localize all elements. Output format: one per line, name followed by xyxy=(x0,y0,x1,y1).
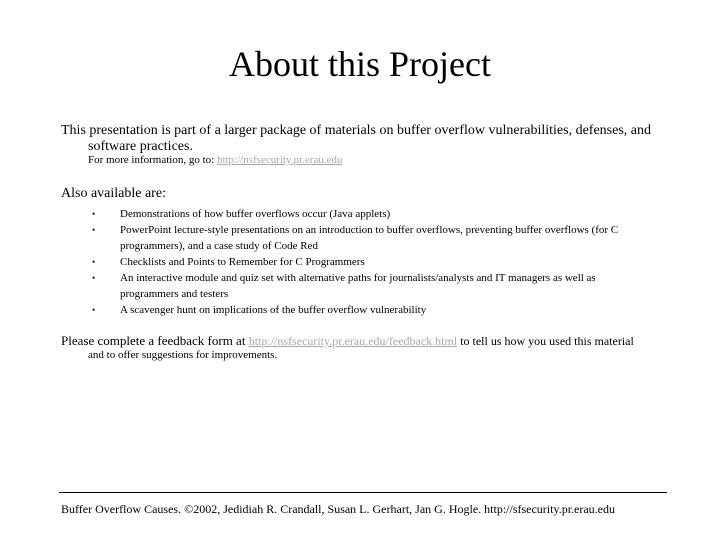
list-item-text: Checklists and Points to Remember for C Programmers xyxy=(120,256,365,268)
slide-title: About this Project xyxy=(229,44,491,84)
feedback-suffix: to tell us how you used this material xyxy=(457,334,634,348)
list-item xyxy=(92,270,652,302)
more-info-prefix: For more information, go to: xyxy=(88,154,217,166)
bullet-icon: • xyxy=(92,273,96,283)
materials-list xyxy=(92,206,652,318)
bullet-icon: • xyxy=(92,225,96,235)
list-item xyxy=(92,254,652,270)
intro-paragraph: This presentation is part of a larger package of materials on buffer overflow vulnerabilities, defenses, and software practices. xyxy=(61,123,651,154)
feedback-paragraph xyxy=(61,333,671,362)
list-item xyxy=(92,206,652,222)
list-item xyxy=(92,222,652,254)
also-available-heading: Also available are: xyxy=(61,186,166,201)
list-item-text: PowerPoint lecture-style presentations on an introduction to buffer overflows, preventing buffer overflows (for C programmers), and a case study of Code Red xyxy=(120,224,619,252)
feedback-prefix: Please complete a feedback form at xyxy=(61,333,249,348)
bullet-icon: • xyxy=(92,305,96,315)
list-item xyxy=(92,302,652,318)
footer-citation: Buffer Overflow Causes. ©2002, Jedidiah R. Crandall, Susan L. Gerhart, Jan G. Hogle. http://sfsecurity.pr.erau.edu xyxy=(61,502,615,516)
more-info-line xyxy=(88,154,648,167)
footer-divider xyxy=(59,492,667,493)
nsfsecurity-link[interactable]: http://nsfsecurity.pr.erau.edu xyxy=(216,154,343,166)
bullet-icon: • xyxy=(92,209,96,219)
list-item-text: An interactive module and quiz set with alternative paths for journalists/analysts and IT managers as well as programmers and testers xyxy=(120,272,596,300)
bullet-icon: • xyxy=(92,257,96,267)
feedback-form-link[interactable]: http://nsfsecurity.pr.erau.edu/feedback.html xyxy=(248,334,458,348)
list-item-text: Demonstrations of how buffer overflows occur (Java applets) xyxy=(120,208,391,220)
feedback-continuation: and to offer suggestions for improvements. xyxy=(88,349,278,361)
list-item-text: A scavenger hunt on implications of the buffer overflow vulnerability xyxy=(120,304,427,316)
